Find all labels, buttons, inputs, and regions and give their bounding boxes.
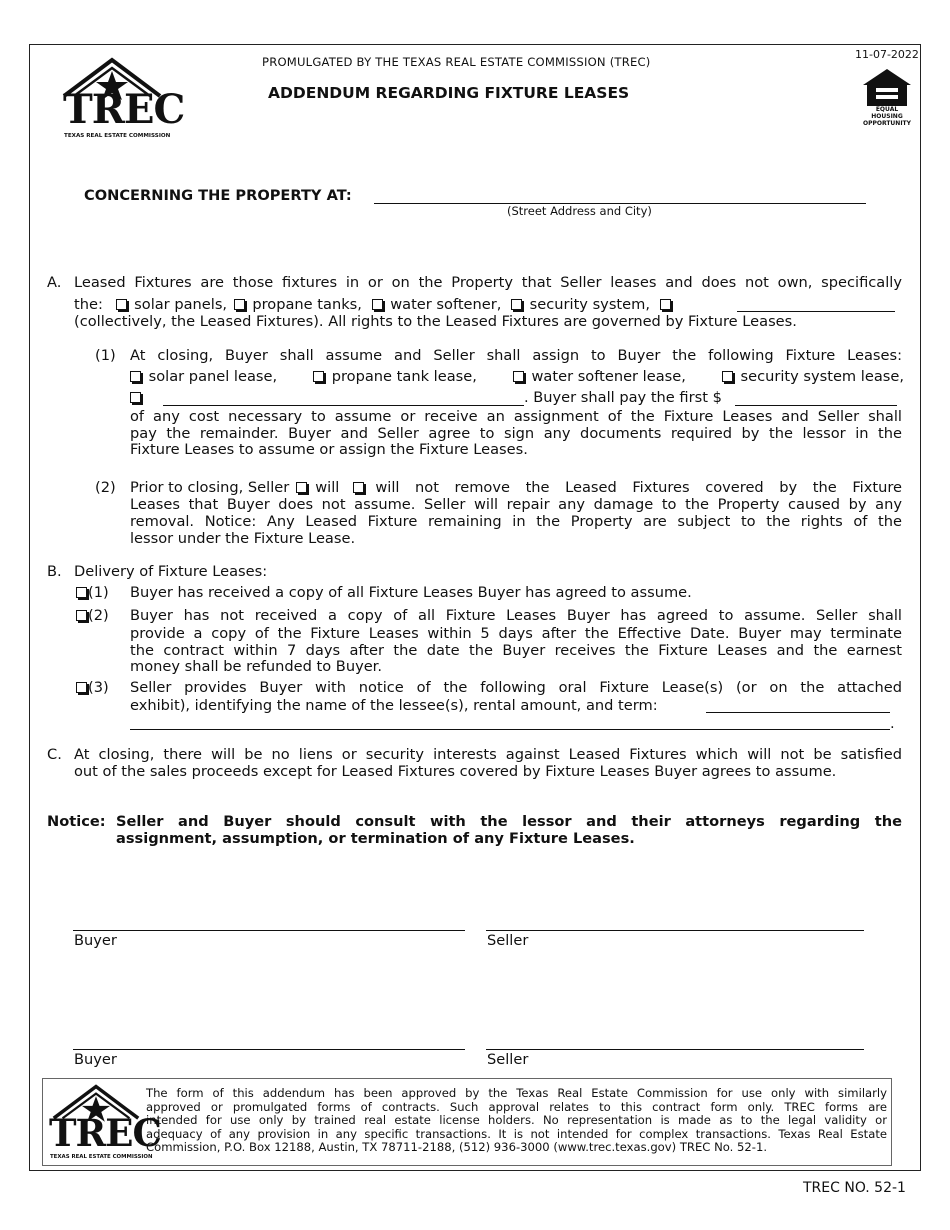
eho-line2: HOUSING — [871, 113, 903, 120]
section-a-line2 — [74, 296, 674, 313]
seller-signature-line-2[interactable] — [486, 1049, 864, 1050]
b1-checkbox[interactable] — [76, 587, 87, 598]
footer-line5: Commission, P.O. Box 12188, Austin, TX 78711-2188, (512) 936-3000 (www.trec.texas.gov) TREC No. 52-1. — [146, 1140, 768, 1154]
a1-line2 — [128, 368, 904, 385]
other-lease-field[interactable] — [163, 405, 524, 406]
eho-line3: OPPORTUNITY — [862, 120, 911, 127]
footer-line2: approved or promulgated forms of contracts. Such approval relates to this contract form only. TREC forms are — [146, 1099, 887, 1114]
trec-logo-word: TREC — [63, 86, 185, 133]
a2-will-text: will — [315, 479, 340, 496]
section-c-letter: C. — [47, 746, 62, 763]
property-caption: (Street Address and City) — [507, 204, 652, 218]
propane-tank-lease-checkbox[interactable] — [313, 371, 324, 382]
b2-line1: Buyer has not received a copy of all Fixture Leases Buyer has agreed to assume. Seller shall — [130, 607, 902, 624]
section-c-line2: out of the sales proceeds except for Leased Fixtures covered by Fixture Leases Buyer agrees to assume. — [74, 763, 837, 780]
a2-line4: lessor under the Fixture Lease. — [130, 530, 356, 547]
buyer-label-2: Buyer — [74, 1051, 117, 1068]
promulgated-line: PROMULGATED BY THE TEXAS REAL ESTATE COMMISSION (TREC) — [262, 55, 651, 69]
seller-label-2: Seller — [487, 1051, 529, 1068]
seller-label-1: Seller — [487, 932, 529, 949]
b3-row — [74, 679, 109, 696]
a2-line1 — [130, 479, 902, 496]
footer-line4: adequacy of any provision in any specific transactions. It is not intended for complex transactions. Texas Real Estate — [146, 1126, 887, 1141]
a1-line1: At closing, Buyer shall assume and Seller shall assign to Buyer the following Fixture Leases: — [130, 347, 902, 364]
footer-trec-logo — [48, 1083, 161, 1163]
footer-text — [146, 1087, 887, 1155]
section-b-heading: Delivery of Fixture Leases: — [74, 563, 268, 580]
section-a-line3: (collectively, the Leased Fixtures). All rights to the Leased Fixtures are governed by Fixture Leases. — [74, 313, 797, 330]
footer-line3: intended for use only by trained real estate license holders. No representation is made as to the legal validity or — [146, 1113, 887, 1127]
propane-tanks-checkbox[interactable] — [234, 299, 245, 310]
a1-line6: Fixture Leases to assume or assign the Fixture Leases. — [130, 441, 528, 458]
a1-pay-text: . Buyer shall pay the first $ — [524, 389, 722, 406]
notice-label: Notice: — [47, 813, 106, 830]
buyer-pay-amount-field[interactable] — [735, 405, 897, 406]
section-a-letter: A. — [47, 274, 62, 291]
notice-line2: assignment, assumption, or termination of any Fixture Leases. — [116, 830, 635, 847]
eho-line1: EQUAL — [875, 106, 899, 113]
water-softener-checkbox[interactable] — [372, 299, 383, 310]
form-number: TREC NO. 52-1 — [803, 1180, 906, 1196]
security-system-lease-label: security system lease, — [740, 368, 904, 385]
a2-prior-text: Prior to closing, Seller — [130, 479, 290, 496]
water-softener-label: water softener, — [390, 296, 502, 313]
security-system-checkbox[interactable] — [511, 299, 522, 310]
b3-period: . — [890, 715, 895, 732]
security-system-label: security system, — [529, 296, 650, 313]
trec-logo — [62, 56, 185, 142]
a1-line5: pay the remainder. Buyer and Seller agree to sign any documents required by the lessor in the — [130, 425, 902, 442]
b2-number: (2) — [88, 607, 109, 624]
footer-line1: The form of this addendum has been approved by the Texas Real Estate Commission for use only with similarly — [146, 1086, 887, 1100]
trec-logo-caption: TEXAS REAL ESTATE COMMISSION — [64, 133, 171, 139]
seller-will-not-checkbox[interactable] — [353, 482, 364, 493]
footer-logo-word: TREC — [49, 1111, 161, 1155]
buyer-label-1: Buyer — [74, 932, 117, 949]
seller-will-checkbox[interactable] — [296, 482, 307, 493]
section-c-line1: At closing, there will be no liens or security interests against Leased Fixtures which will not be satisfied — [74, 746, 902, 763]
a2-line3: removal. Notice: Any Leased Fixture remaining in the Property are subject to the rights of the — [130, 513, 902, 530]
oral-lease-field-1[interactable] — [706, 712, 890, 713]
b1-line1: Buyer has received a copy of all Fixture Leases Buyer has agreed to assume. — [130, 584, 692, 601]
b3-line1: Seller provides Buyer with notice of the following oral Fixture Lease(s) (or on the attached — [130, 679, 902, 696]
property-label: CONCERNING THE PROPERTY AT: — [84, 187, 352, 204]
b2-row — [74, 607, 109, 624]
footer-logo-caption: TEXAS REAL ESTATE COMMISSION — [50, 1154, 153, 1160]
page-title: ADDENDUM REGARDING FIXTURE LEASES — [268, 84, 630, 102]
water-softener-lease-checkbox[interactable] — [513, 371, 524, 382]
equal-housing-logo — [858, 68, 916, 130]
section-a-line1: Leased Fixtures are those fixtures in or on the Property that Seller leases and does not own, specifically — [74, 274, 902, 291]
water-softener-lease-label: water softener lease, — [531, 368, 686, 385]
the-label: the: — [74, 296, 103, 313]
a2-will-not-text: will not remove the Leased Fixtures covered by the Fixture — [375, 479, 902, 496]
solar-panel-lease-label: solar panel lease, — [148, 368, 278, 385]
other-lease-checkbox[interactable] — [130, 392, 141, 403]
other-fixture-field[interactable] — [737, 311, 895, 312]
solar-panels-checkbox[interactable] — [116, 299, 127, 310]
propane-tanks-label: propane tanks, — [252, 296, 362, 313]
b3-number: (3) — [88, 679, 109, 696]
solar-panels-label: solar panels, — [134, 296, 228, 313]
solar-panel-lease-checkbox[interactable] — [130, 371, 141, 382]
a1-line3 — [128, 389, 144, 406]
b2-line3: the contract within 7 days after the date the Buyer receives the Fixture Leases and the earnest — [130, 642, 902, 659]
b3-checkbox[interactable] — [76, 682, 87, 693]
a2-number: (2) — [95, 479, 116, 496]
security-system-lease-checkbox[interactable] — [722, 371, 733, 382]
a2-line2: Leases that Buyer does not assume. Seller will repair any damage to the Property caused by any — [130, 496, 902, 513]
a1-number: (1) — [95, 347, 116, 364]
equal-housing-icon — [858, 68, 916, 108]
buyer-signature-line-1[interactable] — [73, 930, 465, 931]
b2-checkbox[interactable] — [76, 610, 87, 621]
b1-row — [74, 584, 109, 601]
b2-line4: money shall be refunded to Buyer. — [130, 658, 382, 675]
section-b-letter: B. — [47, 563, 62, 580]
b3-line2: exhibit), identifying the name of the lessee(s), rental amount, and term: — [130, 697, 658, 714]
a1-line4: of any cost necessary to assume or receive an assignment of the Fixture Leases and Seller shall — [130, 408, 902, 425]
notice-line1: Seller and Buyer should consult with the lessor and their attorneys regarding the — [116, 813, 902, 830]
oral-lease-field-2[interactable] — [130, 729, 890, 730]
propane-tank-lease-label: propane tank lease, — [331, 368, 477, 385]
b2-line2: provide a copy of the Fixture Leases within 5 days after the Effective Date. Buyer may terminate — [130, 625, 902, 642]
form-date: 11-07-2022 — [855, 48, 919, 61]
b1-number: (1) — [88, 584, 109, 601]
other-fixture-checkbox[interactable] — [660, 299, 671, 310]
buyer-signature-line-2[interactable] — [73, 1049, 465, 1050]
seller-signature-line-1[interactable] — [486, 930, 864, 931]
